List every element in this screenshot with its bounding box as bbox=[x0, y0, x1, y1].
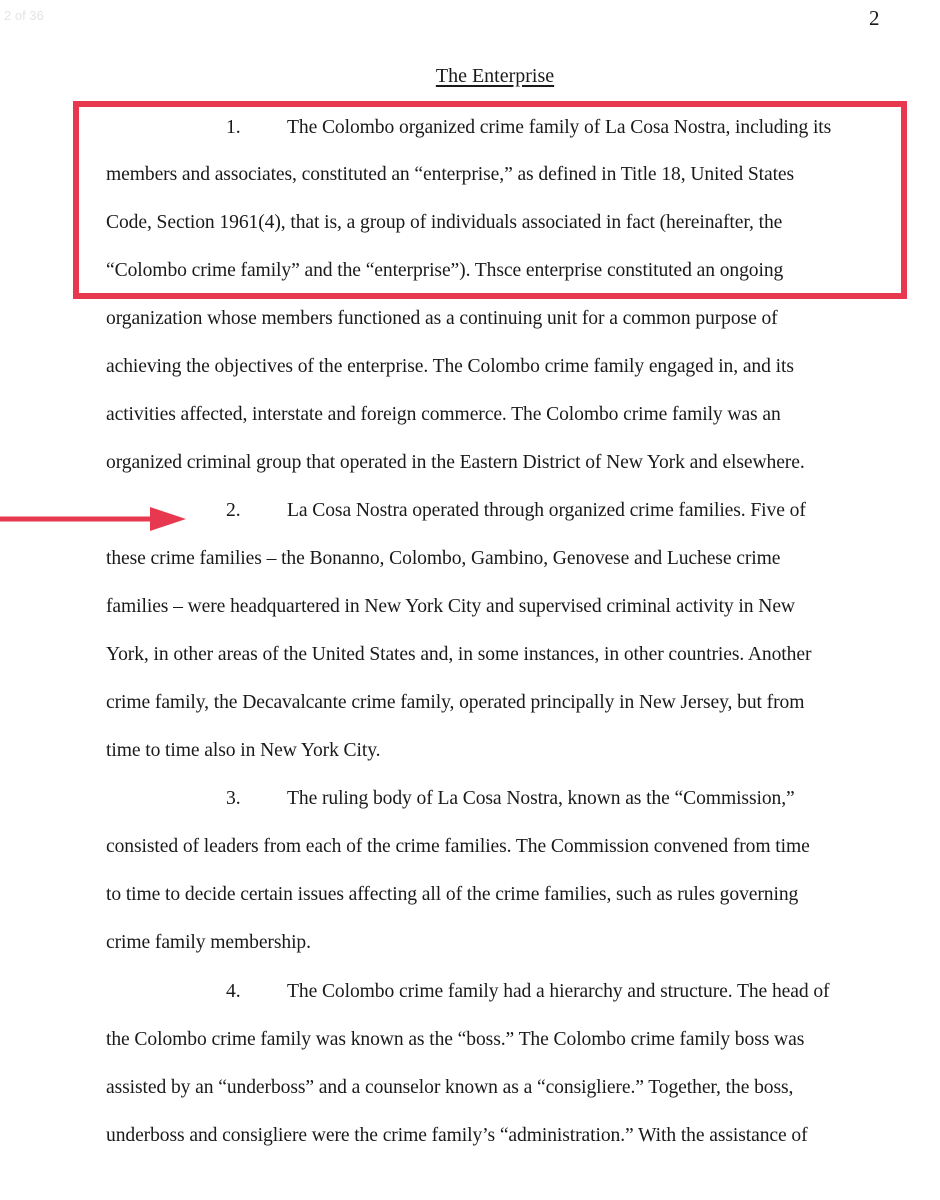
text-line: crime family, the Decavalcante crime family, operated principally in New Jersey, but from bbox=[106, 692, 805, 713]
text-line: activities affected, interstate and foreign commerce. The Colombo crime family was an bbox=[106, 404, 781, 425]
text-line: to time to decide certain issues affecting all of the crime families, such as rules governing bbox=[106, 884, 799, 905]
text-line: “Colombo crime family” and the “enterprise”). Thsce enterprise constituted an ongoing bbox=[106, 260, 784, 281]
text-line: assisted by an “underboss” and a counselor known as a “consigliere.” Together, the boss, bbox=[106, 1077, 794, 1098]
page-number: 2 bbox=[869, 6, 880, 30]
red-arrow-icon bbox=[0, 500, 190, 540]
paragraph-number: 2. bbox=[226, 500, 241, 521]
text-line: the Colombo crime family was known as the “boss.” The Colombo crime family boss was bbox=[106, 1029, 805, 1050]
text-line: these crime families – the Bonanno, Colombo, Gambino, Genovese and Luchese crime bbox=[106, 548, 781, 569]
text-line: underboss and consigliere were the crime family’s “administration.” With the assistance of bbox=[106, 1125, 808, 1146]
highlight-box bbox=[73, 101, 907, 299]
text-line: achieving the objectives of the enterprise. The Colombo crime family engaged in, and its bbox=[106, 356, 794, 377]
section-heading: The Enterprise bbox=[435, 65, 555, 87]
text-line: organized criminal group that operated in the Eastern District of New York and elsewhere. bbox=[106, 452, 805, 473]
text-line: time to time also in New York City. bbox=[106, 740, 381, 761]
paragraph-number: 4. bbox=[226, 981, 241, 1002]
text-line: organization whose members functioned as a continuing unit for a common purpose of bbox=[106, 308, 778, 329]
text-line: The Colombo organized crime family of La Cosa Nostra, including its bbox=[287, 117, 832, 138]
text-line: The Colombo crime family had a hierarchy and structure. The head of bbox=[287, 981, 830, 1002]
text-line: York, in other areas of the United States and, in some instances, in other countries. Another bbox=[106, 644, 812, 665]
arrow-head bbox=[150, 507, 186, 531]
text-line: families – were headquartered in New York City and supervised criminal activity in New bbox=[106, 596, 795, 617]
paragraph-number: 3. bbox=[226, 788, 241, 809]
text-line: The ruling body of La Cosa Nostra, known as the “Commission,” bbox=[287, 788, 795, 809]
page-counter: 2 of 36 bbox=[4, 8, 44, 23]
text-line: consisted of leaders from each of the crime families. The Commission convened from time bbox=[106, 836, 810, 857]
paragraph-number: 1. bbox=[226, 117, 241, 138]
text-line: La Cosa Nostra operated through organized crime families. Five of bbox=[287, 500, 806, 521]
text-line: members and associates, constituted an “enterprise,” as defined in Title 18, United States bbox=[106, 164, 795, 185]
text-line: Code, Section 1961(4), that is, a group of individuals associated in fact (hereinafter, the bbox=[106, 212, 783, 233]
text-line: crime family membership. bbox=[106, 932, 311, 953]
